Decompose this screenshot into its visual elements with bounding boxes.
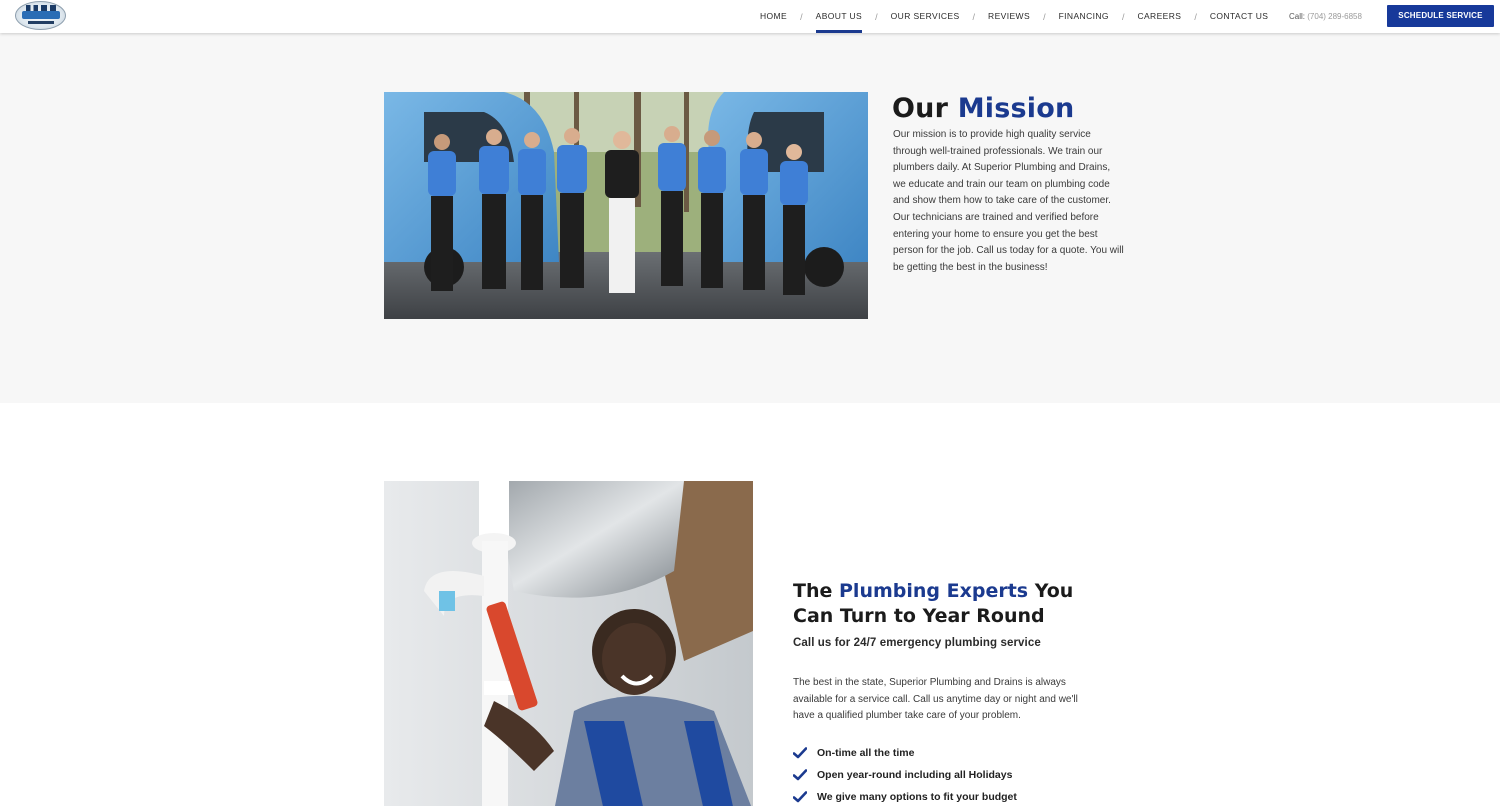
nav-about-us[interactable]: ABOUT US [816,0,863,33]
benefits-list [793,742,1017,806]
team-photo [384,92,868,319]
logo-subtext [28,21,54,24]
experts-title-accent: Plumbing Experts [839,580,1029,602]
nav-separator: / [875,11,878,22]
nav-separator: / [1121,11,1125,22]
list-item [793,786,1017,806]
experts-body: The best in the state, Superior Plumbing and Drains is always available for a service call. Call us anytime day or night and we'll have a qualified plumber take care of your problem. [793,677,1078,722]
mission-body: Our mission is to provide high quality service through well-trained professionals. We train our plumbers daily. At Superior Plumbing and Drains, we educate and train our team on plumbing code and show them how to take care of the customer. Our technicians are trained and verified before entering your home to ensure you get the best person for the job. Call us today for a quote. You will be getting the best in the business! [893,129,1124,273]
nav-reviews[interactable]: REVIEWS [988,11,1031,21]
experts-title-after: You Can Turn to Year Round [793,580,1074,627]
nav-separator: / [1043,11,1046,22]
nav-home[interactable]: HOME [760,11,788,21]
nav-our-services[interactable]: OUR SERVICES [890,11,960,21]
mission-title [892,93,1074,124]
experts-title-before: The [793,580,833,602]
main-nav [760,0,1268,33]
list-item-label: Open year-round including all Holidays [817,769,1013,781]
checkmark-icon [793,790,807,804]
call-label: Call: [1289,12,1306,21]
phone-link[interactable]: (704) 289-6858 [1307,12,1362,21]
team-photo-illustration [384,92,868,319]
list-item [793,742,1017,764]
list-item [793,764,1017,786]
experts-title [793,579,1113,629]
experts-subtitle: Call us for 24/7 emergency plumbing service [793,637,1041,649]
checkmark-icon [793,746,807,760]
company-logo[interactable] [15,1,66,30]
list-item-label: On-time all the time [817,747,915,759]
nav-separator: / [972,11,976,22]
schedule-service-button[interactable]: SCHEDULE SERVICE [1387,5,1494,27]
mission-title-accent: Mission [957,93,1075,124]
mission-title-plain: Our [892,93,949,124]
mission-section [0,33,1500,403]
logo-band [22,11,60,19]
plumber-photo [384,481,753,806]
call-info [1289,0,1362,33]
nav-contact-us[interactable]: CONTACT US [1209,11,1269,21]
experts-section [0,403,1500,806]
nav-careers[interactable]: CAREERS [1137,11,1182,21]
site-header [0,0,1500,33]
plumber-photo-illustration [384,481,753,806]
list-item-label: We give many options to fit your budget [817,791,1017,803]
nav-financing[interactable]: FINANCING [1058,11,1109,21]
nav-separator: / [1194,11,1197,22]
checkmark-icon [793,768,807,782]
nav-separator: / [800,11,803,22]
